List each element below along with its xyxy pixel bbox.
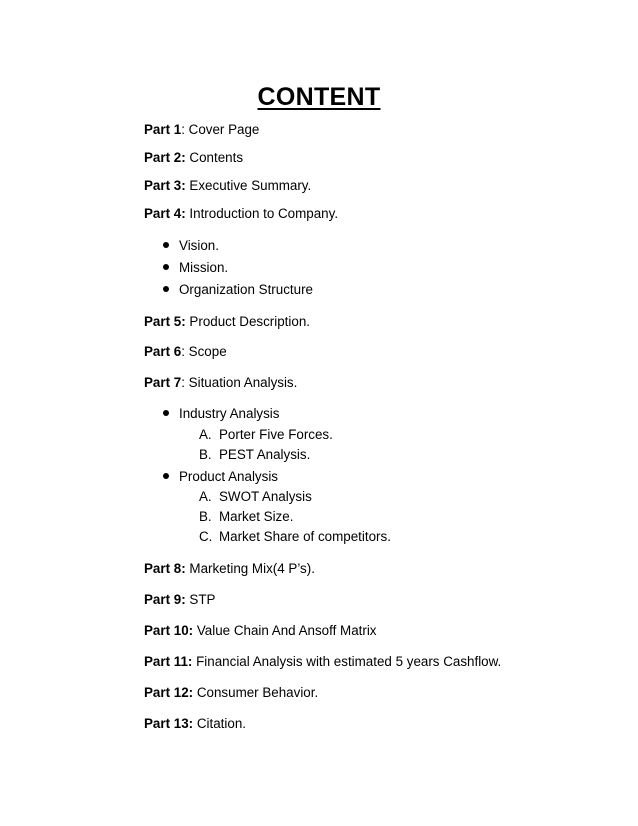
part-text: STP bbox=[189, 592, 216, 607]
part-line-4 bbox=[144, 205, 338, 223]
sub-item-text: PEST Analysis. bbox=[219, 447, 311, 462]
part-label: Part 13: bbox=[144, 716, 194, 731]
list-item bbox=[163, 259, 228, 277]
part-line-12 bbox=[144, 684, 318, 702]
part-label: Part 2: bbox=[144, 150, 186, 165]
bullet-text: Vision. bbox=[179, 238, 219, 253]
part-label: Part 3: bbox=[144, 178, 186, 193]
part-line-8 bbox=[144, 560, 315, 578]
sub-item-letter: B. bbox=[199, 509, 212, 524]
part-text: Situation Analysis. bbox=[188, 375, 298, 390]
page-title: CONTENT bbox=[257, 83, 381, 111]
sub-list-item bbox=[199, 508, 293, 526]
part-line-7 bbox=[144, 374, 297, 392]
bullet-icon bbox=[163, 473, 169, 479]
part-separator: : bbox=[181, 375, 189, 390]
part-text: Citation. bbox=[196, 716, 246, 731]
part-line-9 bbox=[144, 591, 215, 609]
part-label: Part 4: bbox=[144, 206, 186, 221]
part-text: Product Description. bbox=[189, 314, 310, 329]
part-text: Cover Page bbox=[188, 122, 260, 137]
part-line-1 bbox=[144, 121, 259, 139]
bullet-icon bbox=[163, 286, 169, 292]
bullet-icon bbox=[163, 242, 169, 248]
sub-item-text: SWOT Analysis bbox=[219, 489, 312, 504]
part-line-6 bbox=[144, 343, 227, 361]
sub-list-item bbox=[199, 426, 333, 444]
part-text: Contents bbox=[189, 150, 244, 165]
part-label: Part 6 bbox=[144, 344, 182, 359]
part-label: Part 10: bbox=[144, 623, 194, 638]
sub-item-letter: A. bbox=[199, 489, 212, 504]
part-label: Part 8: bbox=[144, 561, 186, 576]
part-line-3 bbox=[144, 177, 311, 195]
bullet-text: Industry Analysis bbox=[179, 406, 280, 421]
part-text: Consumer Behavior. bbox=[196, 685, 319, 700]
sub-list-item bbox=[199, 446, 310, 464]
sub-item-text: Market Share of competitors. bbox=[219, 529, 391, 544]
part-label: Part 9: bbox=[144, 592, 186, 607]
list-item bbox=[163, 468, 278, 486]
sub-item-letter: A. bbox=[199, 427, 212, 442]
list-item bbox=[163, 237, 219, 255]
part-text: Value Chain And Ansoff Matrix bbox=[196, 623, 377, 638]
part-label: Part 11: bbox=[144, 654, 193, 669]
sub-item-letter: C. bbox=[199, 529, 213, 544]
bullet-text: Mission. bbox=[179, 260, 229, 275]
part-label: Part 12: bbox=[144, 685, 194, 700]
part-text: Financial Analysis with estimated 5 years Cashflow. bbox=[196, 654, 502, 669]
part-label: Part 5: bbox=[144, 314, 186, 329]
part-line-13 bbox=[144, 715, 246, 733]
part-text: Introduction to Company. bbox=[189, 206, 339, 221]
part-text: Scope bbox=[188, 344, 227, 359]
part-separator: : bbox=[181, 122, 189, 137]
part-label: Part 7 bbox=[144, 375, 182, 390]
bullet-text: Product Analysis bbox=[179, 469, 278, 484]
list-item bbox=[163, 405, 279, 423]
bullet-icon bbox=[163, 264, 169, 270]
part-line-10 bbox=[144, 622, 377, 640]
list-item bbox=[163, 281, 313, 299]
sub-item-letter: B. bbox=[199, 447, 212, 462]
sub-item-text: Porter Five Forces. bbox=[219, 427, 333, 442]
part-text: Marketing Mix(4 P’s). bbox=[189, 561, 315, 576]
part-text: Executive Summary. bbox=[189, 178, 312, 193]
bullet-icon bbox=[163, 410, 169, 416]
part-line-2 bbox=[144, 149, 243, 167]
sub-list-item bbox=[199, 528, 391, 546]
part-line-11 bbox=[144, 653, 501, 671]
bullet-text: Organization Structure bbox=[179, 282, 313, 297]
part-line-5 bbox=[144, 313, 310, 331]
part-label: Part 1 bbox=[144, 122, 182, 137]
sub-item-text: Market Size. bbox=[219, 509, 294, 524]
sub-list-item bbox=[199, 488, 312, 506]
part-separator: : bbox=[181, 344, 189, 359]
